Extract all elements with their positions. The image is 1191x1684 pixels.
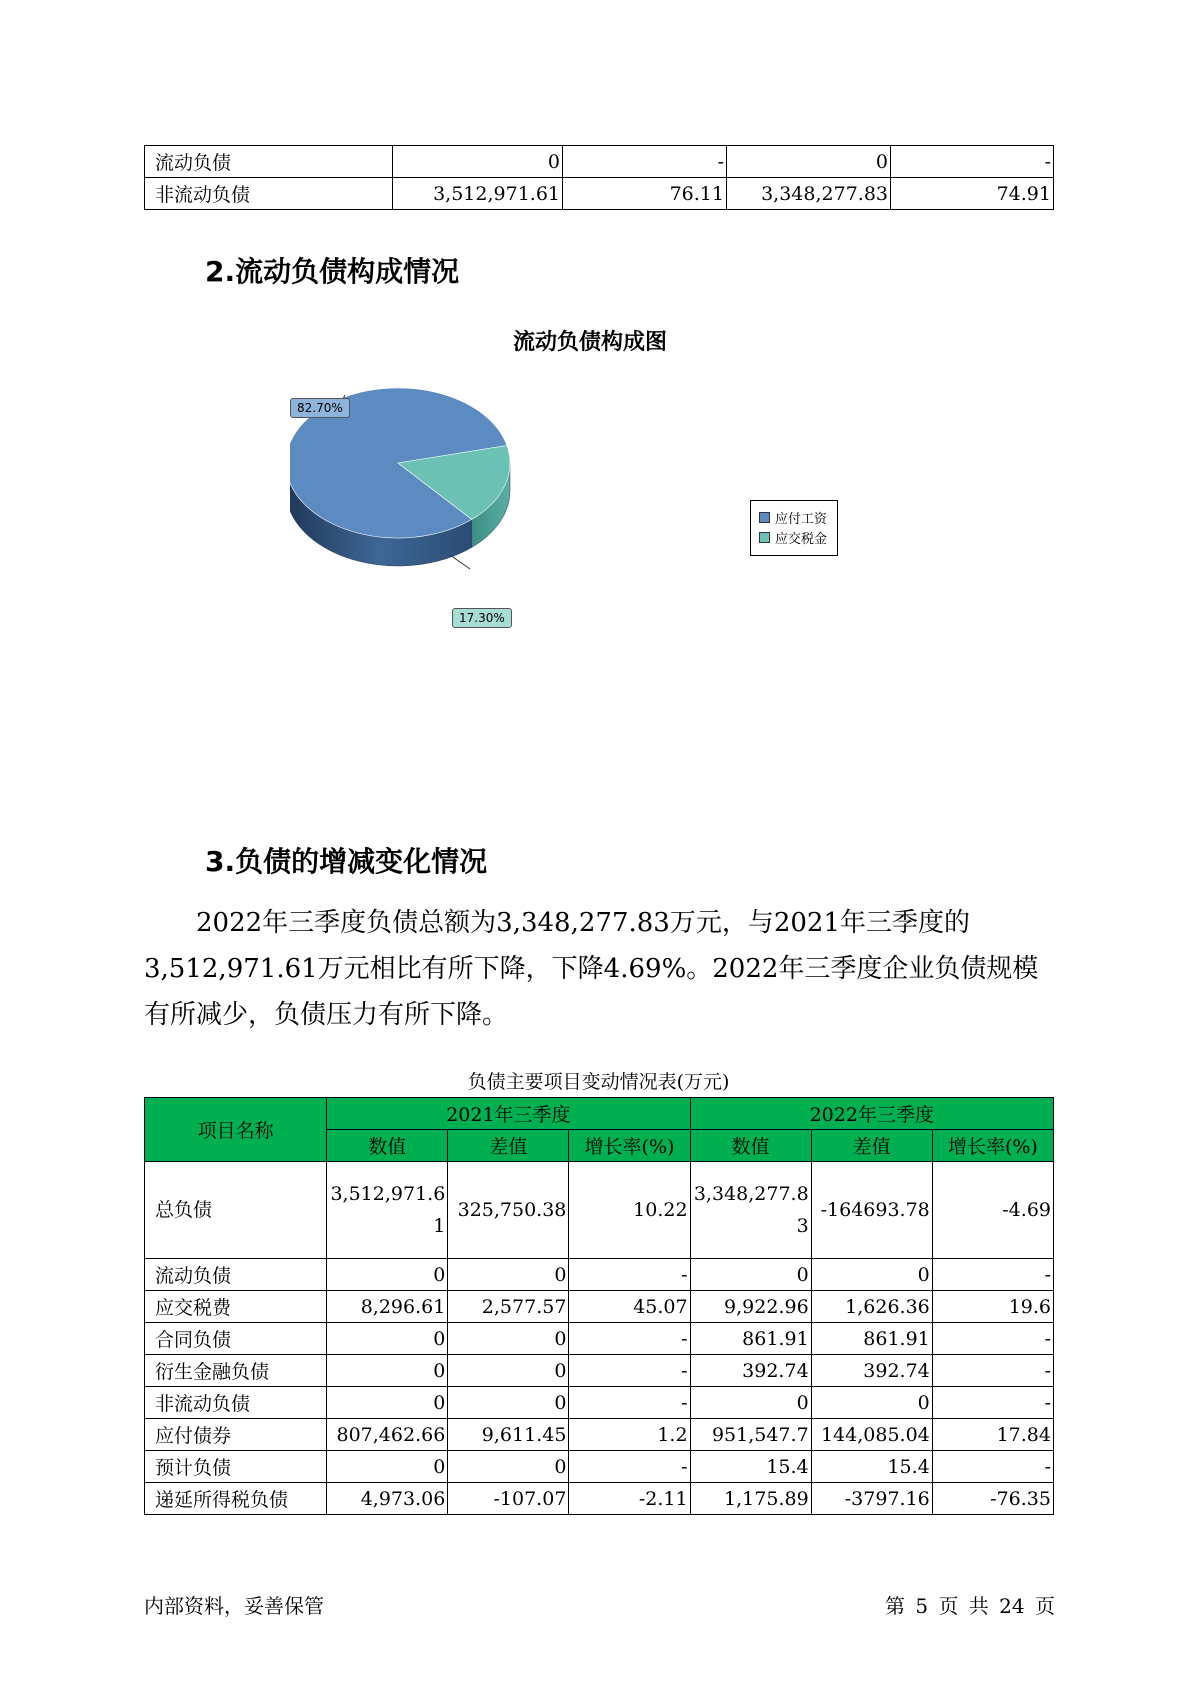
leader-line [450, 555, 470, 569]
cell-value: - [932, 1323, 1053, 1355]
cell-value: 3,348,277.83 [727, 178, 891, 210]
row-name: 预计负债 [145, 1451, 327, 1483]
cell-value: 0 [448, 1259, 569, 1291]
cell-value: -76.35 [932, 1483, 1053, 1515]
row-name: 流动负债 [145, 146, 393, 178]
cell-value: 15.4 [811, 1451, 932, 1483]
cell-value: 10.22 [569, 1162, 690, 1259]
cell-value: 0 [393, 146, 563, 178]
row-name: 合同负债 [145, 1323, 327, 1355]
table-row [145, 1259, 1054, 1291]
footer-confidential: 内部资料，妥善保管 [144, 1594, 324, 1618]
cell-value: 0 [690, 1387, 811, 1419]
chart-legend [750, 500, 838, 556]
row-name: 应交税费 [145, 1291, 327, 1323]
header-row [145, 1098, 1054, 1130]
header-value: 数值 [690, 1130, 811, 1162]
cell-value: 0 [327, 1259, 448, 1291]
pie-chart [290, 315, 890, 655]
cell-value: - [569, 1323, 690, 1355]
table-row [145, 1419, 1054, 1451]
cell-value: - [932, 1355, 1053, 1387]
cell-value: 9,611.45 [448, 1419, 569, 1451]
slice-label: 17.30% [452, 608, 512, 628]
cell-value: 0 [448, 1323, 569, 1355]
cell-value: - [932, 1451, 1053, 1483]
cell-value: 0 [448, 1387, 569, 1419]
legend-swatch [759, 532, 770, 543]
cell-value: 144,085.04 [811, 1419, 932, 1451]
header-diff: 差值 [811, 1130, 932, 1162]
row-name: 衍生金融负债 [145, 1355, 327, 1387]
cell-value: - [569, 1387, 690, 1419]
body-paragraph [144, 900, 1054, 1038]
row-name: 流动负债 [145, 1259, 327, 1291]
row-name: 应付债券 [145, 1419, 327, 1451]
legend-item [751, 507, 837, 527]
table-row [145, 1387, 1054, 1419]
table-row [145, 178, 1054, 210]
cell-value: 807,462.66 [327, 1419, 448, 1451]
cell-value: -107.07 [448, 1483, 569, 1515]
cell-value: 3,512,971.61 [327, 1162, 448, 1259]
cell-value: 3,512,971.61 [393, 178, 563, 210]
header-value: 数值 [327, 1130, 448, 1162]
header-diff: 差值 [448, 1130, 569, 1162]
cell-value: 1.2 [569, 1419, 690, 1451]
legend-item [751, 527, 837, 547]
table-row [145, 1162, 1054, 1259]
table-row [145, 1323, 1054, 1355]
cell-value: 4,973.06 [327, 1483, 448, 1515]
row-name: 递延所得税负债 [145, 1483, 327, 1515]
cell-value: 861.91 [811, 1323, 932, 1355]
chart-title: 流动负债构成图 [512, 329, 667, 355]
cell-value: 1,626.36 [811, 1291, 932, 1323]
header-period-2022: 2022年三季度 [690, 1098, 1053, 1130]
table-row [145, 1291, 1054, 1323]
cell-value: -164693.78 [811, 1162, 932, 1259]
table-row [145, 1483, 1054, 1515]
cell-value: 8,296.61 [327, 1291, 448, 1323]
table-row [145, 1451, 1054, 1483]
cell-value: 0 [727, 146, 891, 178]
cell-value: 0 [690, 1259, 811, 1291]
cell-value: 0 [448, 1355, 569, 1387]
table-row [145, 1355, 1054, 1387]
cell-value: - [569, 1259, 690, 1291]
cell-value: - [569, 1451, 690, 1483]
table-row [145, 146, 1054, 178]
cell-value: 0 [327, 1387, 448, 1419]
cell-value: 3,348,277.83 [690, 1162, 811, 1259]
row-name: 非流动负债 [145, 178, 393, 210]
cell-value: 0 [811, 1387, 932, 1419]
slice-label: 82.70% [290, 398, 350, 418]
cell-value: 392.74 [811, 1355, 932, 1387]
footer-page-number: 第 5 页 共 24 页 [885, 1594, 1055, 1618]
header-growth: 增长率(%) [932, 1130, 1053, 1162]
cell-value: 0 [448, 1451, 569, 1483]
pie-chart-svg [290, 315, 890, 655]
cell-value: 392.74 [690, 1355, 811, 1387]
cell-value: 9,922.96 [690, 1291, 811, 1323]
row-name: 非流动负债 [145, 1387, 327, 1419]
top-liability-table [144, 145, 1054, 210]
cell-value: 0 [327, 1323, 448, 1355]
cell-value: 74.91 [891, 178, 1054, 210]
cell-value: 1,175.89 [690, 1483, 811, 1515]
cell-value: 15.4 [690, 1451, 811, 1483]
section-heading: 2.流动负债构成情况 [205, 255, 460, 288]
cell-value: 76.11 [563, 178, 727, 210]
cell-value: 19.6 [932, 1291, 1053, 1323]
cell-value: -3797.16 [811, 1483, 932, 1515]
header-growth: 增长率(%) [569, 1130, 690, 1162]
cell-value: -4.69 [932, 1162, 1053, 1259]
cell-value: 17.84 [932, 1419, 1053, 1451]
legend-label: 应交税金 [775, 531, 828, 547]
cell-value: 861.91 [690, 1323, 811, 1355]
table-caption: 负债主要项目变动情况表(万元) [467, 1071, 730, 1093]
cell-value: -2.11 [569, 1483, 690, 1515]
header-item-name: 项目名称 [145, 1098, 327, 1162]
cell-value: 0 [327, 1451, 448, 1483]
cell-value: 2,577.57 [448, 1291, 569, 1323]
cell-value: 951,547.7 [690, 1419, 811, 1451]
cell-value: 45.07 [569, 1291, 690, 1323]
legend-swatch [759, 512, 770, 523]
cell-value: - [569, 1355, 690, 1387]
header-period-2021: 2021年三季度 [327, 1098, 690, 1130]
paragraph-text: 2022年三季度负债总额为3,348,277.83万元，与2021年三季度的3,512,971.61万元相比有所下降，下降4.69%。2022年三季度企业负债规模有所减少，负债压力有所下降。 [144, 908, 1039, 1030]
cell-value: - [891, 146, 1054, 178]
row-name: 总负债 [145, 1162, 327, 1259]
cell-value: - [563, 146, 727, 178]
legend-label: 应付工资 [775, 511, 828, 527]
cell-value: - [932, 1387, 1053, 1419]
section-heading: 3.负债的增减变化情况 [205, 845, 488, 878]
cell-value: 0 [811, 1259, 932, 1291]
cell-value: 0 [327, 1355, 448, 1387]
liability-change-table [144, 1097, 1054, 1515]
cell-value: - [932, 1259, 1053, 1291]
cell-value: 325,750.38 [448, 1162, 569, 1259]
